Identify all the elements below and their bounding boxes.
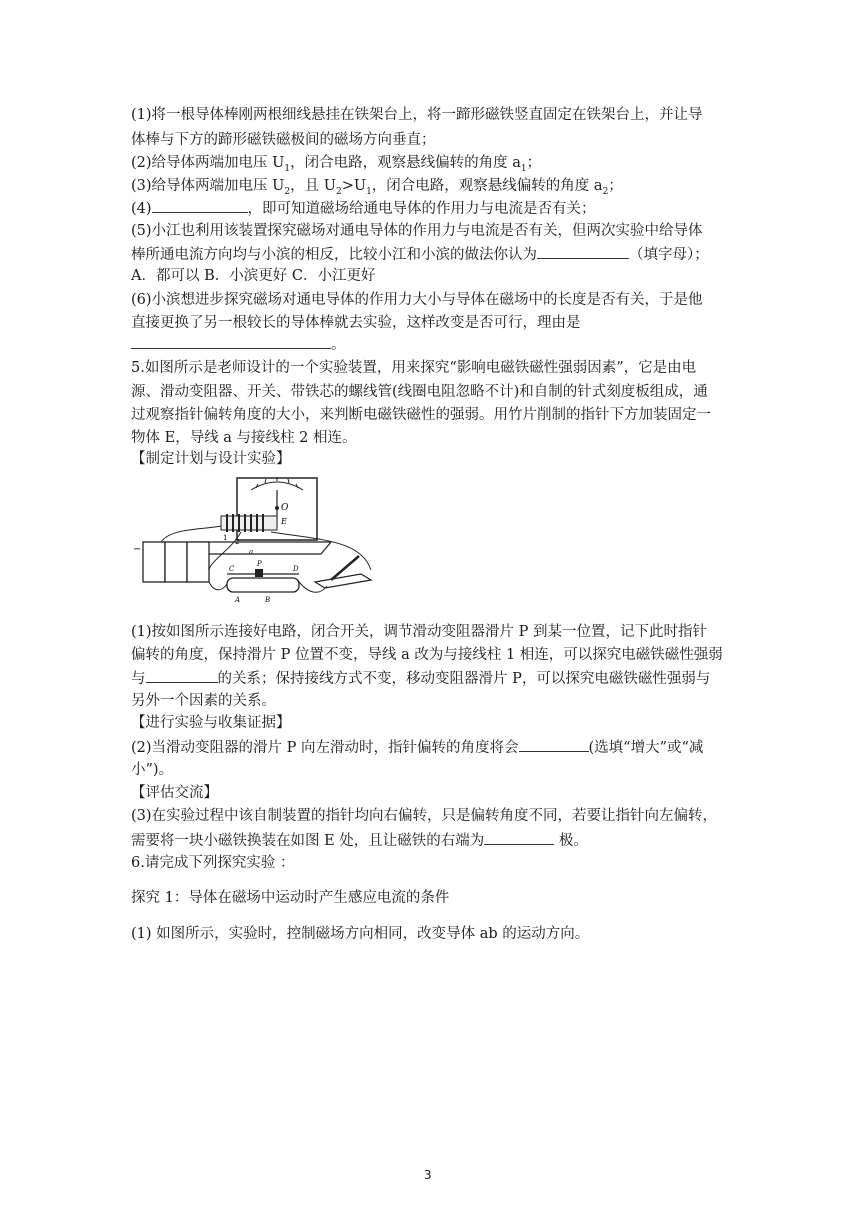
text-line: (4) ，即可知道磁场给通电导体的作用力与电流是否有关；	[131, 198, 596, 219]
label-minus: −	[133, 544, 142, 555]
text-line: (1)按如图所示连接好电路，闭合开关，调节滑动变阻器滑片 P 到某一位置，记下此时指针	[131, 624, 708, 640]
battery-cell	[165, 542, 187, 582]
label-O: O	[281, 503, 289, 513]
label-B: B	[265, 596, 271, 604]
answer-blank[interactable]	[146, 668, 218, 683]
text-line: (1)将一根导体棒刚两根细线悬挂在铁架台上，将一蹄形磁铁竖直固定在铁架台上，并让导	[131, 107, 703, 123]
answer-blank[interactable]	[484, 830, 554, 845]
text-line: 偏转的角度，保持滑片 P 位置不变，导线 a 改为与接线柱 1 相连，可以探究电磁铁磁性强弱	[131, 647, 723, 663]
text-line: (3)给导体两端加电压 $U_2$，且 $U_2>U_1$，闭合电路，观察悬线偏转的角度 $a_2$；	[131, 178, 623, 197]
text-line: (5)小江也利用该装置探究磁场对通电导体的作用力与电流是否有关，但两次实验中给导体	[131, 223, 703, 239]
text-line: 需要将一块小磁铁换装在如图 E 处，且让磁铁的右端为 极。	[131, 830, 588, 851]
text-line: 体棒与下方的蹄形磁铁磁极间的磁场方向垂直；	[131, 132, 436, 148]
text-line: (2)给导体两端加电压 $U_1$，闭合电路，观察悬线偏转的角度 $a_1$；	[131, 155, 542, 174]
answer-blank[interactable]	[131, 334, 331, 349]
text-line: (1) 如图所示，实验时，控制磁场方向相同，改变导体 ab 的运动方向。	[131, 926, 590, 942]
text-line: 。	[131, 334, 346, 355]
text-line: 过观察指针偏转角度的大小，来判断电磁铁磁性的强弱。用竹片削制的指针下方加装固定一	[131, 407, 711, 423]
text-line: A．都可以 B．小滨更好 C．小江更好	[131, 268, 376, 284]
label-1: 1	[223, 534, 228, 542]
text-line: 与 的关系；保持接线方式不变，移动变阻器滑片 P，可以探究电磁铁磁性强弱与	[131, 668, 710, 689]
text-line: 棒所通电流方向均与小滨的相反，比较小江和小滨的做法你认为 （填字母）；	[131, 244, 709, 265]
text-line: (6)小滨想进步探究磁场对通电导体的作用力大小与导体在磁场中的长度是否有关，于是他	[131, 292, 703, 308]
label-P: P	[257, 560, 262, 568]
section-heading: 【制定计划与设计实验】	[131, 451, 291, 467]
solenoid-core	[221, 516, 277, 530]
wire	[209, 582, 227, 590]
switch-base	[315, 574, 371, 588]
text-line: 源、滑动变阻器、开关、带铁芯的螺线管(线圈电阻忽略不计)和自制的针式刻度板组成，通	[131, 384, 708, 400]
text-line: 6.请完成下列探究实验 ：	[131, 855, 295, 871]
battery-cell	[187, 542, 209, 582]
text-line: 另外一个因素的关系。	[131, 693, 276, 709]
label-a: a	[249, 548, 254, 556]
section-heading: 【进行实验与收集证据】	[131, 715, 291, 731]
rheostat	[227, 578, 299, 592]
page-number: 3	[424, 1168, 432, 1182]
solenoid-coil	[227, 514, 263, 532]
label-D: D	[293, 565, 299, 573]
section-heading: 【评估交流】	[131, 785, 218, 801]
label-A: A	[235, 596, 241, 604]
label-2: 2	[235, 538, 240, 546]
text-line: (3)在实验过程中该自制装置的指针均向右偏转，只是偏转角度不同，若要让指针向左偏转，	[131, 808, 718, 824]
answer-blank[interactable]	[537, 244, 629, 259]
wire	[161, 526, 221, 542]
answer-blank[interactable]	[152, 198, 248, 213]
label-E: E	[281, 517, 287, 526]
text-line: 小”)。	[131, 762, 174, 778]
text-line: 5.如图所示是老师设计的一个实验装置，用来探究“影响电磁铁磁性强弱因素”，它是由电	[131, 360, 697, 376]
slider-P	[255, 569, 263, 577]
apparatus-figure	[131, 470, 381, 610]
text-line: 探究 1：导体在磁场中运动时产生感应电流的条件	[131, 890, 450, 906]
text-line: 物体 E，导线 a 与接线柱 2 相连。	[131, 430, 357, 446]
text-line: 直接更换了另一根较长的导体棒就去实验，这样改变是否可行，理由是	[131, 315, 581, 331]
battery-cell	[143, 542, 165, 582]
text-line: (2)当滑动变阻器的滑片 P 向左滑动时，指针偏转的角度将会 (选填“增大”或“减	[131, 737, 703, 758]
label-C: C	[229, 565, 235, 573]
answer-blank[interactable]	[519, 737, 589, 752]
